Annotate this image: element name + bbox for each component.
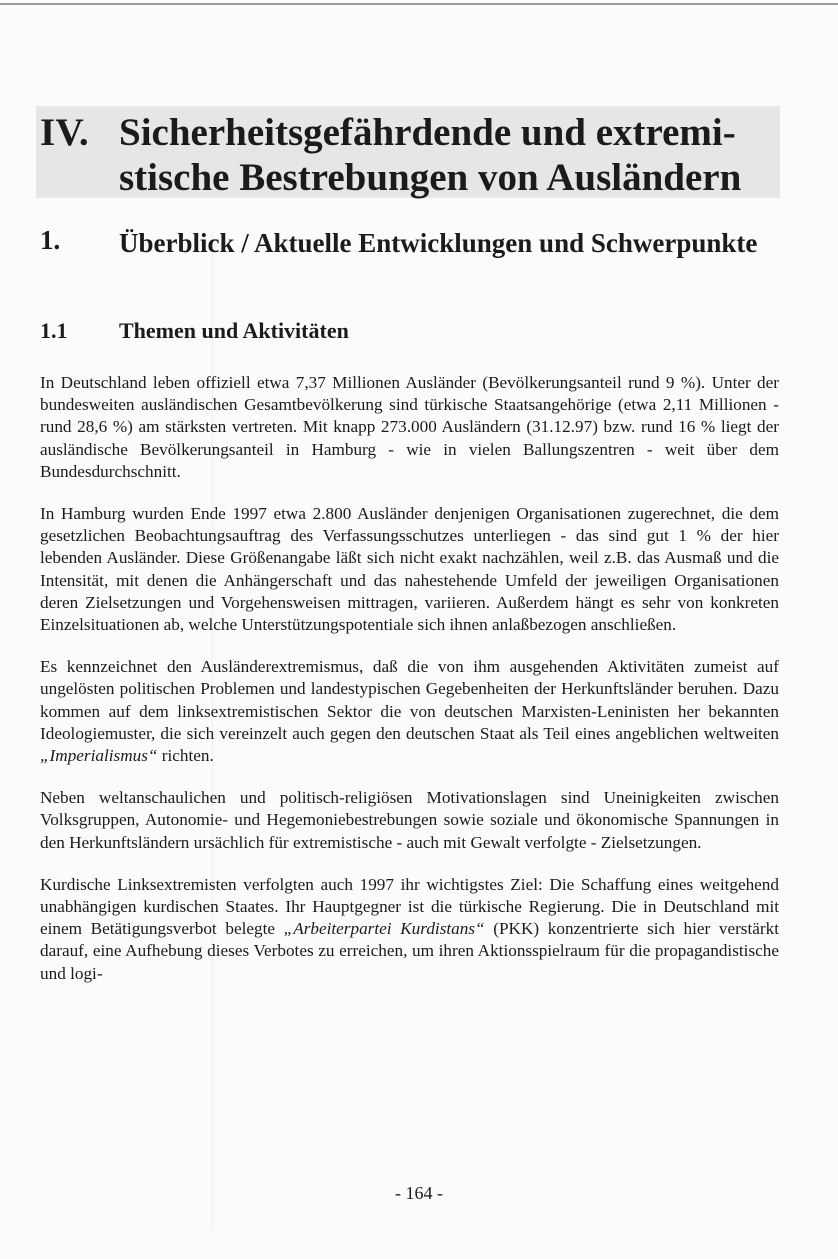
- section-title: Überblick / Aktuelle Entwicklungen und Schwerpunkte: [119, 228, 758, 258]
- paragraph-5-text: Kurdische Linksextremisten verfolgten auch 1997 ihr wichtigstes Ziel: Die Schaffung eines weitgehend unabhängigen kurdischen Staates. Ihr Hauptgegner ist die türkische Regierung. Die in Deutschland mit einem Betätigungsverbot belegte: [40, 874, 779, 939]
- subsection-number: 1.1: [40, 318, 68, 343]
- body-text: [40, 372, 779, 1005]
- chapter-title: Sicherheitsgefährdende und extremistische Bestrebungen von Ausländern: [119, 111, 742, 199]
- paragraph-5: [40, 874, 779, 985]
- paragraph-3-end: richten.: [157, 746, 214, 766]
- imperialismus-term: „Imperialismus“: [40, 746, 158, 766]
- paragraph-3: [40, 656, 779, 767]
- pkk-name: „Arbeiterpartei Kurdistans“: [283, 919, 485, 939]
- paragraph-5-end: (PKK) konzentrierte sich hier verstärkt darauf, eine Aufhebung dieses Verbotes zu erreichen, um ihren Aktionsspielraum für die propagandistische und logi-: [40, 919, 779, 983]
- top-border-rule: [0, 3, 838, 5]
- paragraph-1: In Deutschland leben offiziell etwa 7,37 Millionen Ausländer (Bevölkerungsanteil rund 9 %). Unter der bundesweiten ausländischen Gesamtbevölkerung sind türkische Staatsangehörige (etwa 2,11 Millionen - rund 28,6 %) am stärksten vertreten. Mit knapp 273.000 Ausländern (31.12.97) bzw. rund 16 % liegt der ausländische Bevölkerungsanteil in Hamburg - wie in vielen Ballungszentren - weit über dem Bundesdurchschnitt.: [40, 373, 779, 481]
- section-number: 1.: [40, 225, 61, 255]
- subsection-title: Themen und Aktivitäten: [119, 318, 349, 343]
- paragraph-3-text: Es kennzeichnet den Ausländerextremismus, daß die von ihm ausgehenden Aktivitäten zumeist auf ungelösten politischen Problemen und landestypischen Gegebenheiten der Herkunftsländer beruhen. Dazu kommen auf dem linksextremistischen Sektor die von deutschen Marxisten-Leninisten her bekannten Ideologiemuster, die sich vereinzelt auch gegen den deutschen Staat als Teil eines angeblichen weltweiten: [40, 657, 779, 743]
- chapter-number: IV.: [40, 111, 89, 154]
- paragraph-4: Neben weltanschaulichen und politisch-religiösen Motivationslagen sind Uneinigkeiten zwischen Volksgruppen, Autonomie- und Hegemoniebestrebungen sowie soziale und ökonomische Spannungen in den Herkunftsländern ursächlich für extremistische - auch mit Gewalt verfolgte - Zielsetzungen.: [40, 788, 779, 852]
- page-number: - 164 -: [395, 1183, 443, 1203]
- paragraph-2: In Hamburg wurden Ende 1997 etwa 2.800 Ausländer denjenigen Organisationen zugerechnet, die dem gesetzlichen Beobachtungsauftrag des Verfassungsschutzes unterliegen - das sind gut 1 % der hier lebenden Ausländer. Diese Größenangabe läßt sich nicht exakt nachzählen, weil z.B. das Ausmaß und die Intensität, mit denen die Anhängerschaft und das nahestehende Umfeld der jeweiligen Organisationen deren Zielsetzungen und Vorgehensweisen mittragen, variieren. Außerdem hängt es sehr von konkreten Einzelsituationen ab, welche Unterstützungspotentiale sich ihnen anlaßbezogen anschließen.: [40, 504, 779, 635]
